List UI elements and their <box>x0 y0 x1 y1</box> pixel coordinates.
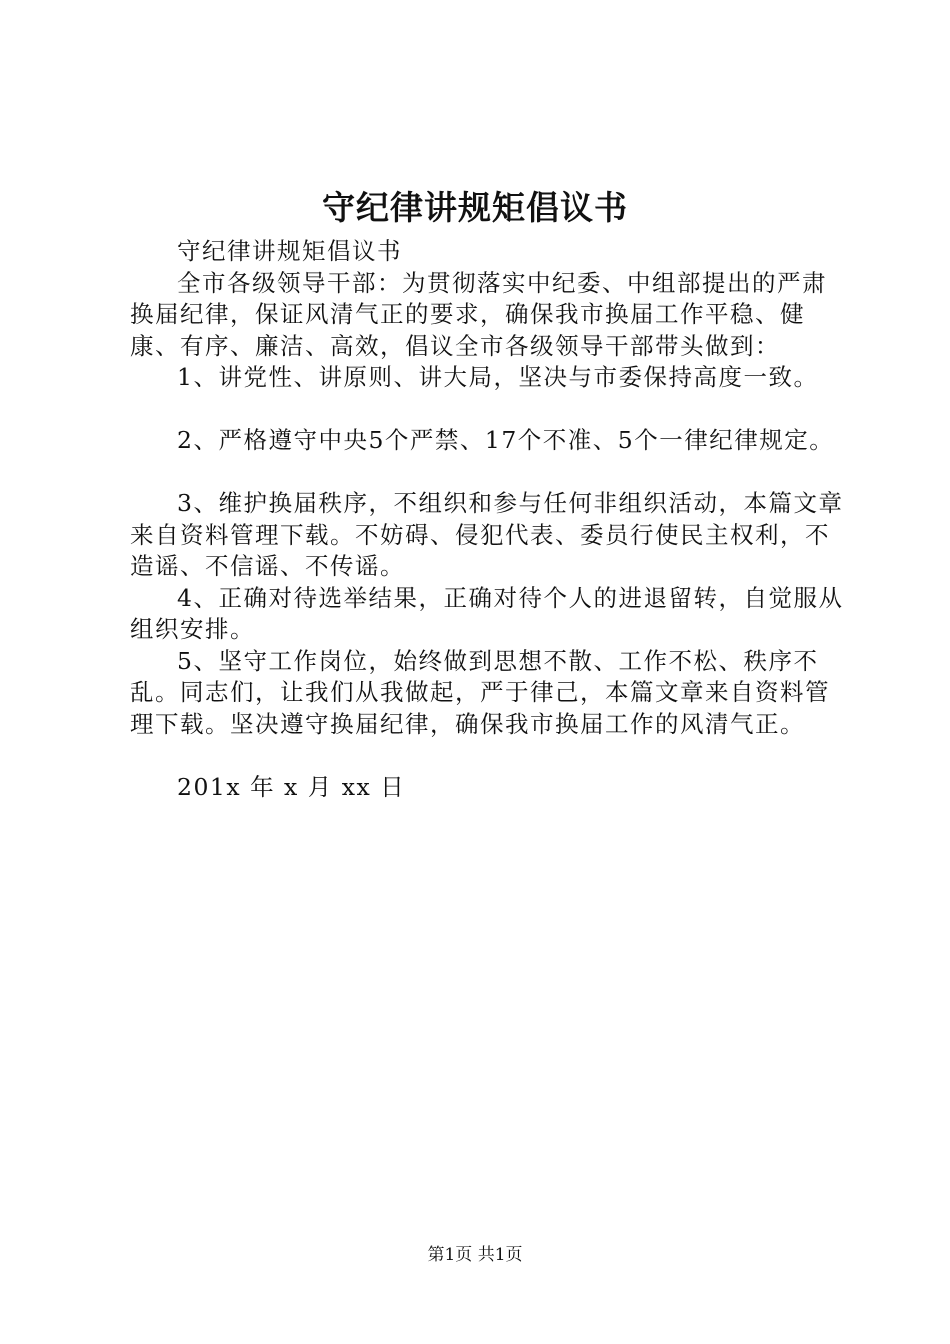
paragraph-heading: 守纪律讲规矩倡议书 <box>177 237 402 265</box>
paragraph-item-1: 1、讲党性、讲原则、讲大局，坚决与市委保持高度一致。 <box>177 363 819 391</box>
paragraph-item-5: 5、坚守工作岗位，始终做到思想不散、工作不松、秩序不乱。同志们，让我们从我做起，严于律己，本篇文章来自资料管理下载。坚决遵守换届纪律，确保我市换届工作的风清气正。 <box>130 646 830 738</box>
paragraph-intro: 全市各级领导干部：为贯彻落实中纪委、中组部提出的严肃换届纪律，保证风清气正的要求，确保我市换届工作平稳、健康、有序、廉洁、高效，倡议全市各级领导干部带头做到： <box>130 268 827 360</box>
paragraph-item-2: 2、严格遵守中央5个严禁、17个不准、5个一律纪律规定。 <box>177 426 835 454</box>
document-body <box>130 236 850 803</box>
document-title: 守纪律讲规矩倡议书 <box>322 188 628 227</box>
date-line: 201x 年 x 月 xx 日 <box>177 772 406 801</box>
paragraph-item-4: 4、正确对待选举结果，正确对待个人的进退留转，自觉服从组织安排。 <box>130 583 844 643</box>
paragraph-item-3: 3、维护换届秩序，不组织和参与任何非组织活动，本篇文章来自资料管理下载。不妨碍、侵犯代表、委员行使民主权利，不造谣、不信谣、不传谣。 <box>130 489 844 580</box>
page-footer: 第1页 共1页 <box>427 1245 523 1265</box>
